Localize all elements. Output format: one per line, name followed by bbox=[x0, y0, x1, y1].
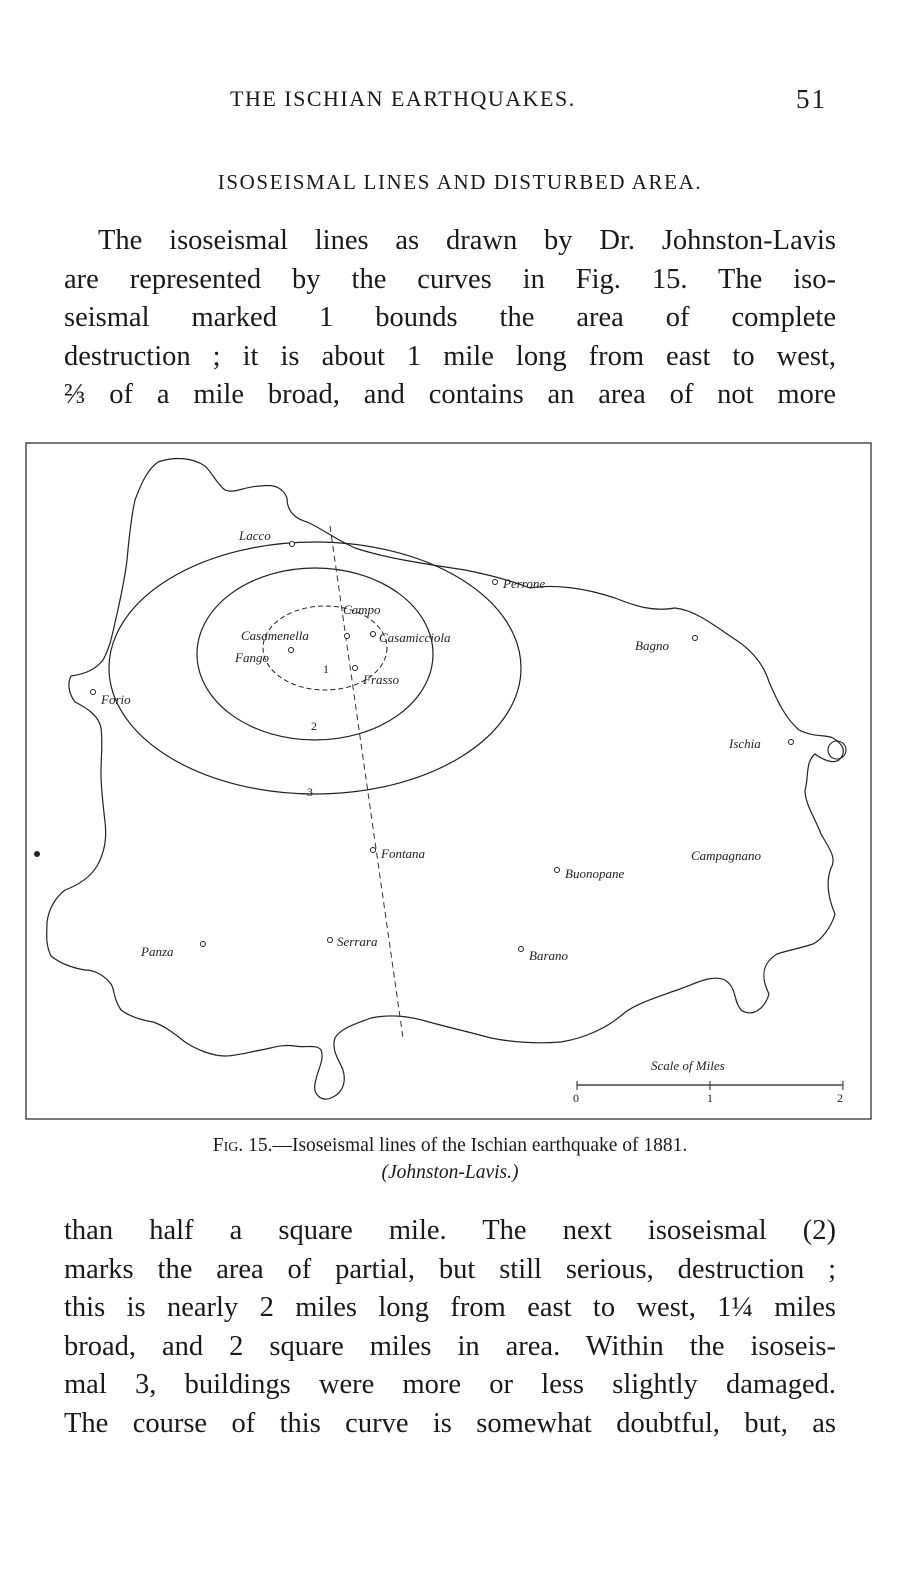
paragraph-line: destruction ; it is about 1 mile long from east to west, bbox=[64, 340, 836, 372]
paragraph-bottom bbox=[64, 1212, 836, 1443]
paragraph-line: broad, and 2 square miles in area. Within the isoseis- bbox=[64, 1330, 836, 1362]
place-marker bbox=[371, 848, 376, 853]
place-label-forio: Forio bbox=[101, 692, 131, 707]
isoseismal-label-3: 3 bbox=[307, 785, 313, 799]
scale-title: Scale of Miles bbox=[651, 1058, 725, 1073]
place-marker bbox=[289, 648, 294, 653]
place-marker bbox=[519, 947, 524, 952]
place-label-fontana: Fontana bbox=[381, 846, 426, 861]
running-title: THE ISCHIAN EARTHQUAKES. bbox=[230, 86, 576, 111]
place-marker bbox=[353, 666, 358, 671]
place-label-fango: Fango bbox=[235, 650, 269, 665]
place-label-barano: Barano bbox=[529, 948, 568, 963]
figure-frame bbox=[26, 443, 871, 1119]
place-marker bbox=[789, 740, 794, 745]
figure-map bbox=[25, 438, 873, 1124]
scale-tick-label-1: 1 bbox=[707, 1091, 713, 1105]
place-marker bbox=[201, 942, 206, 947]
place-marker bbox=[693, 636, 698, 641]
place-marker bbox=[493, 580, 498, 585]
scale-tick-label-2: 2 bbox=[837, 1091, 843, 1105]
figure-caption bbox=[0, 1132, 900, 1186]
place-label-campagnano: Campagnano bbox=[691, 848, 762, 863]
margin-dot bbox=[34, 851, 40, 857]
place-label-casamenella: Casamenella bbox=[241, 628, 309, 643]
place-label-ischia: Ischia bbox=[729, 736, 761, 751]
paragraph-line: than half a square mile. The next isoseismal (2) bbox=[64, 1215, 836, 1246]
page-number: 51 bbox=[796, 84, 827, 114]
place-label-bagno: Bagno bbox=[635, 638, 669, 653]
paragraph-line: mal 3, buildings were more or less slightly damaged. bbox=[64, 1369, 836, 1400]
place-marker bbox=[290, 542, 295, 547]
caption-text: —Isoseismal lines of the Ischian earthquake of 1881. bbox=[272, 1135, 688, 1156]
section-heading: ISOSEISMAL LINES AND DISTURBED AREA. bbox=[217, 170, 703, 194]
place-label-serrara: Serrara bbox=[337, 934, 378, 949]
place-marker bbox=[91, 690, 96, 695]
scale-bar bbox=[573, 1058, 843, 1105]
place-label-lacco: Lacco bbox=[239, 528, 271, 543]
isoseismal-2 bbox=[197, 568, 433, 740]
paragraph-line: ⅔ of a mile broad, and contains an area of not more bbox=[64, 379, 836, 410]
paragraph-line: The course of this curve is somewhat doubtful, but, as bbox=[64, 1407, 836, 1439]
place-marker bbox=[345, 634, 350, 639]
place-marker bbox=[328, 938, 333, 943]
place-label-campo: Campo bbox=[343, 602, 381, 617]
paragraph-line: seismal marked 1 bounds the area of complete bbox=[64, 302, 836, 333]
island-coastline bbox=[47, 459, 844, 1100]
paragraph-line: are represented by the curves in Fig. 15. The iso- bbox=[64, 263, 836, 295]
paragraph-line: The isoseismal lines as drawn by Dr. Johnston-Lavis bbox=[98, 225, 836, 256]
place-marker bbox=[371, 632, 376, 637]
caption-line bbox=[0, 1132, 900, 1159]
isoseismal-label-1: 1 bbox=[323, 662, 329, 676]
scale-tick-label-0: 0 bbox=[573, 1091, 579, 1105]
caption-credit: (Johnston-Lavis.) bbox=[381, 1162, 519, 1183]
running-head bbox=[0, 86, 900, 116]
paragraph-top bbox=[64, 222, 836, 415]
paragraph-line: marks the area of partial, but still serious, destruction ; bbox=[64, 1253, 836, 1285]
paragraph-line: this is nearly 2 miles long from east to west, 1¼ miles bbox=[64, 1292, 836, 1323]
place-label-casamicciola: Casamicciola bbox=[379, 630, 451, 645]
place-label-frasso: Frasso bbox=[363, 672, 400, 687]
place-label-perrone: Perrone bbox=[503, 576, 546, 591]
isoseismal-label-2: 2 bbox=[311, 719, 317, 733]
place-label-panza: Panza bbox=[141, 944, 174, 959]
place-label-buonopane: Buonopane bbox=[565, 866, 625, 881]
isoseismal-3 bbox=[109, 542, 521, 794]
place-marker bbox=[555, 868, 560, 873]
caption-fig-label: Fig. 15. bbox=[212, 1135, 273, 1156]
map-svg bbox=[25, 438, 873, 1124]
